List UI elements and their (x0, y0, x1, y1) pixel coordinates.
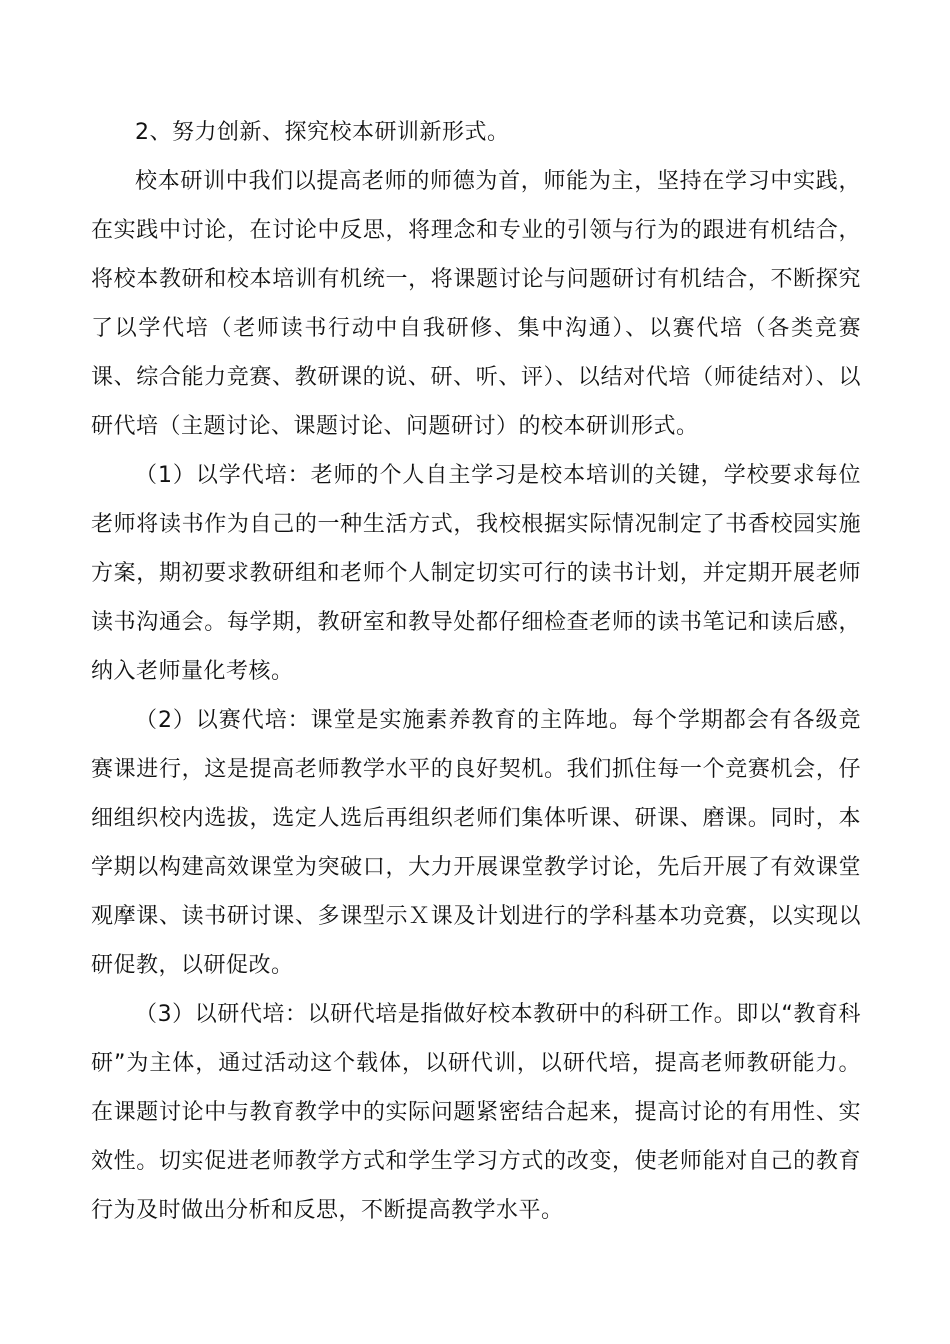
paragraph-study-training: （1）以学代培：老师的个人自主学习是校本培训的关键，学校要求每位老师将读书作为自己的一种生活方式，我校根据实际情况制定了书香校园实施方案，期初要求教研组和老师个人制定切实可行的读书计划，并定期开展老师读书沟通会。每学期，教研室和教导处都仔细检查老师的读书笔记和读后感，纳入老师量化考核。 (91, 463, 861, 684)
document-body (91, 108, 861, 1235)
paragraph-research-training: （3）以研代培：以研代培是指做好校本教研中的科研工作。即以“教育科研”为主体，通过活动这个载体，以研代训，以研代培，提高老师教研能力。在课题讨论中与教育教学中的实际问题紧密结合起来，提高讨论的有用性、实效性。切实促进老师教学方式和学生学习方式的改变，使老师能对自己的教育行为及时做出分析和反思，不断提高教学水平。 (91, 1002, 861, 1223)
paragraph-intro: 校本研训中我们以提高老师的师德为首，师能为主，坚持在学习中实践，在实践中讨论，在讨论中反思，将理念和专业的引领与行为的跟进有机结合，将校本教研和校本培训有机统一，将课题讨论与问题研讨有机结合，不断探究了以学代培（老师读书行动中自我研修、集中沟通）、以赛代培（各类竞赛课、综合能力竞赛、教研课的说、研、听、评）、以结对代培（师徒结对）、以研代培（主题讨论、课题讨论、问题研讨）的校本研训形式。 (91, 169, 861, 439)
section-heading: 2、努力创新、探究校本研训新形式。 (135, 120, 510, 145)
paragraph-competition-training: （2）以赛代培：课堂是实施素养教育的主阵地。每个学期都会有各级竞赛课进行，这是提高老师教学水平的良好契机。我们抓住每一个竞赛机会，仔细组织校内选拔，选定人选后再组织老师们集体听课、研课、磨课。同时，本学期以构建高效课堂为突破口，大力开展课堂教学讨论，先后开展了有效课堂观摩课、读书研讨课、多课型示Ｘ课及计划进行的学科基本功竞赛，以实现以研促教，以研促改。 (91, 708, 861, 978)
